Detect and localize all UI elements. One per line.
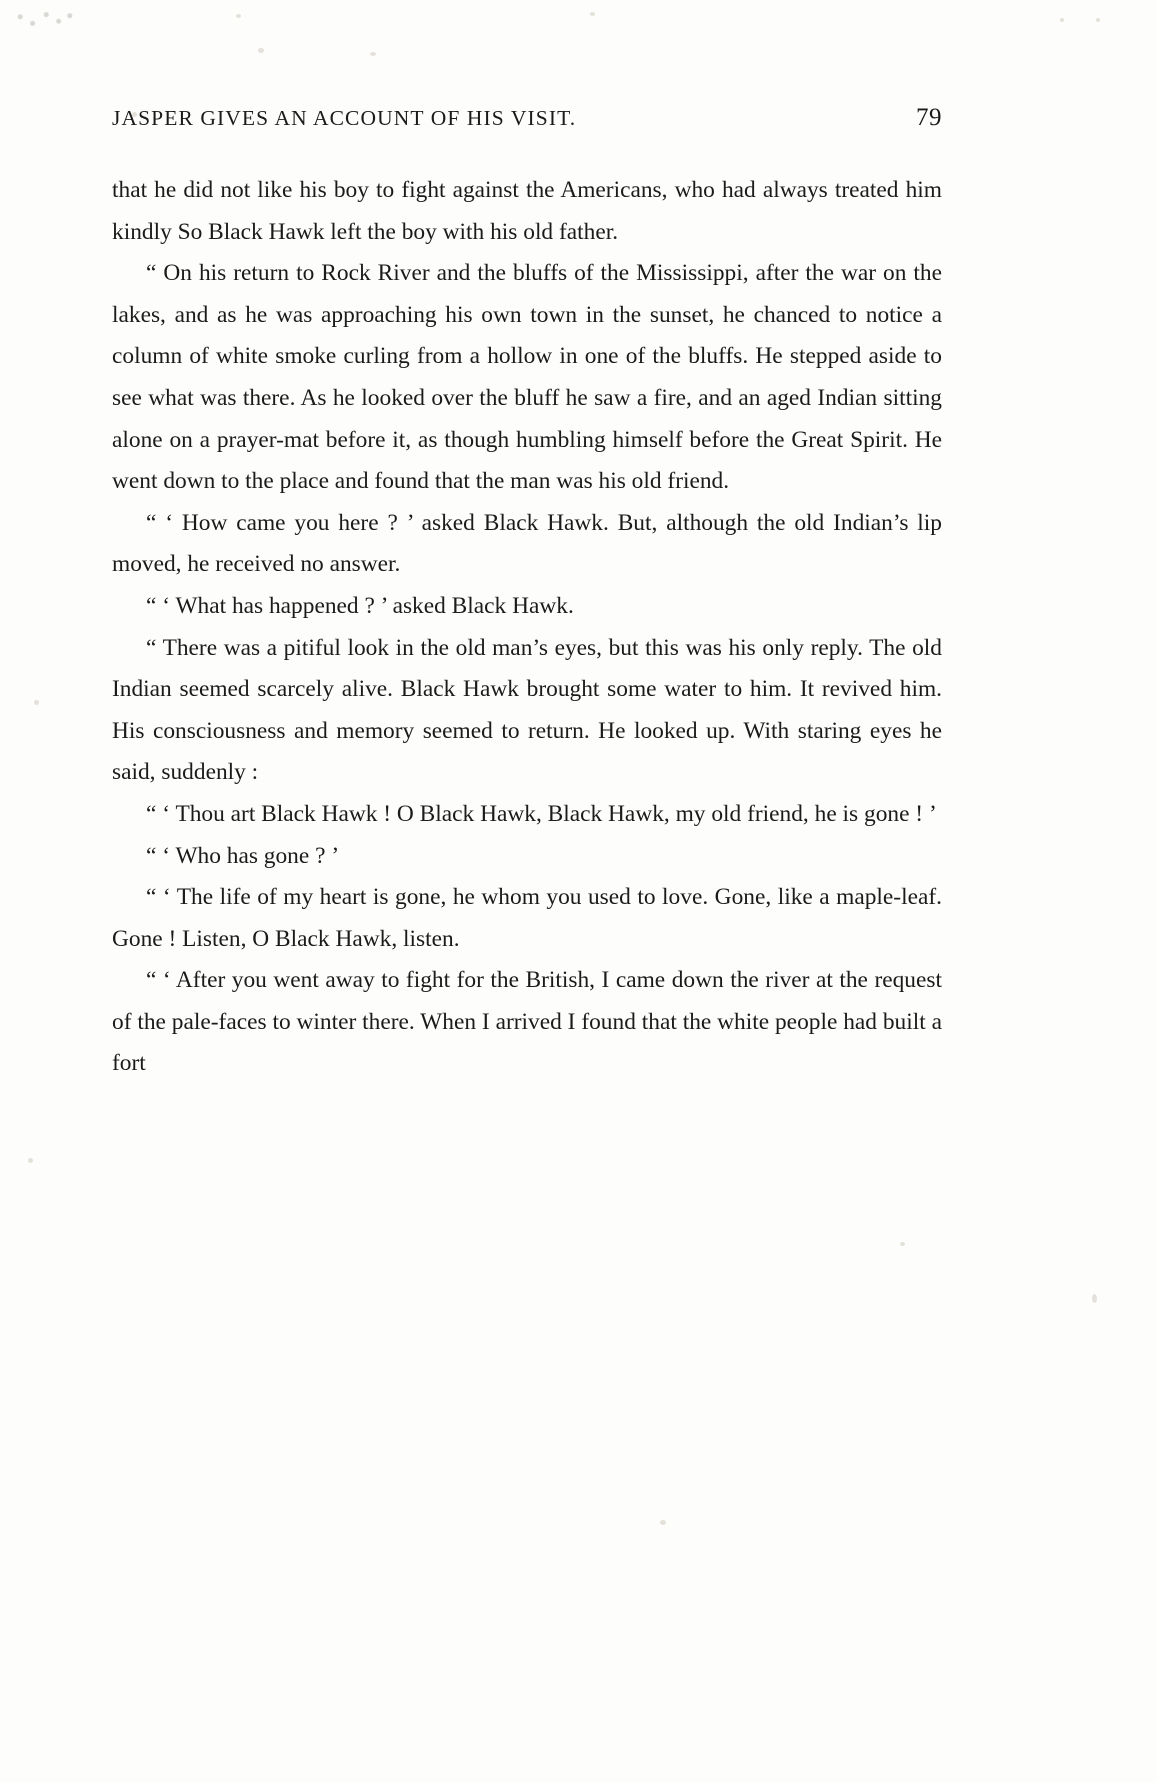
scan-speck	[34, 700, 39, 705]
paragraph: “ ‘ Who has gone ? ’	[146, 842, 340, 869]
scan-speck	[236, 14, 241, 18]
scan-speck	[590, 12, 595, 16]
scan-speck	[258, 48, 264, 53]
scan-speck	[1092, 1294, 1097, 1303]
scan-speck	[900, 1242, 905, 1246]
scan-speck	[370, 52, 376, 56]
paragraph: that he did not like his boy to fight against the Americans, who had always treated him kindly So Black Hawk left the boy with his old father.	[112, 177, 942, 245]
paragraph: “ ‘ Thou art Black Hawk ! O Black Hawk, Black Hawk, my old friend, he is gone ! ’	[146, 800, 937, 827]
page-number: 79	[916, 104, 942, 131]
scan-speck	[28, 1158, 33, 1163]
body-text	[112, 170, 942, 1085]
paragraph: “ On his return to Rock River and the bluffs of the Mississippi, after the war on the lakes, and as he was approaching his own town in the sunset, he chanced to notice a column of white smoke curling from a hollow in one of the bluffs. He stepped aside to see what was there. As he looked over the bluff he saw a fire, and an aged Indian sitting alone on a prayer-mat before it, as though humbling himself before the Great Spirit. He went down to the place and found that the man was his old friend.	[112, 260, 942, 495]
paragraph: “ There was a pitiful look in the old man’s eyes, but this was his only reply. The old Indian seemed scarcely alive. Black Hawk brought some water to him. It revived him. His consciousness and memory seemed to return. He looked up. With staring eyes he said, suddenly :	[112, 634, 942, 786]
scan-speck	[660, 1520, 666, 1525]
paragraph: “ ‘ How came you here ? ’ asked Black Hawk. But, although the old Indian’s lip moved, he received no answer.	[112, 509, 942, 578]
paragraph: “ ‘ What has happened ? ’ asked Black Hawk.	[146, 592, 574, 619]
scan-speck	[1096, 18, 1100, 22]
scan-speck	[1060, 18, 1064, 22]
running-head	[112, 104, 942, 132]
running-head-title: JASPER GIVES AN ACCOUNT OF HIS VISIT.	[112, 106, 577, 130]
paragraph: “ ‘ The life of my heart is gone, he whom you used to love. Gone, like a maple-leaf. Gone ! Listen, O Black Hawk, listen.	[112, 884, 942, 952]
paragraph: “ ‘ After you went away to fight for the British, I came down the river at the request of the pale-faces to winter there. When I arrived I found that the white people had built a fort	[112, 967, 942, 1077]
page-content	[112, 104, 942, 1085]
scan-artifact-smudge	[14, 8, 76, 30]
